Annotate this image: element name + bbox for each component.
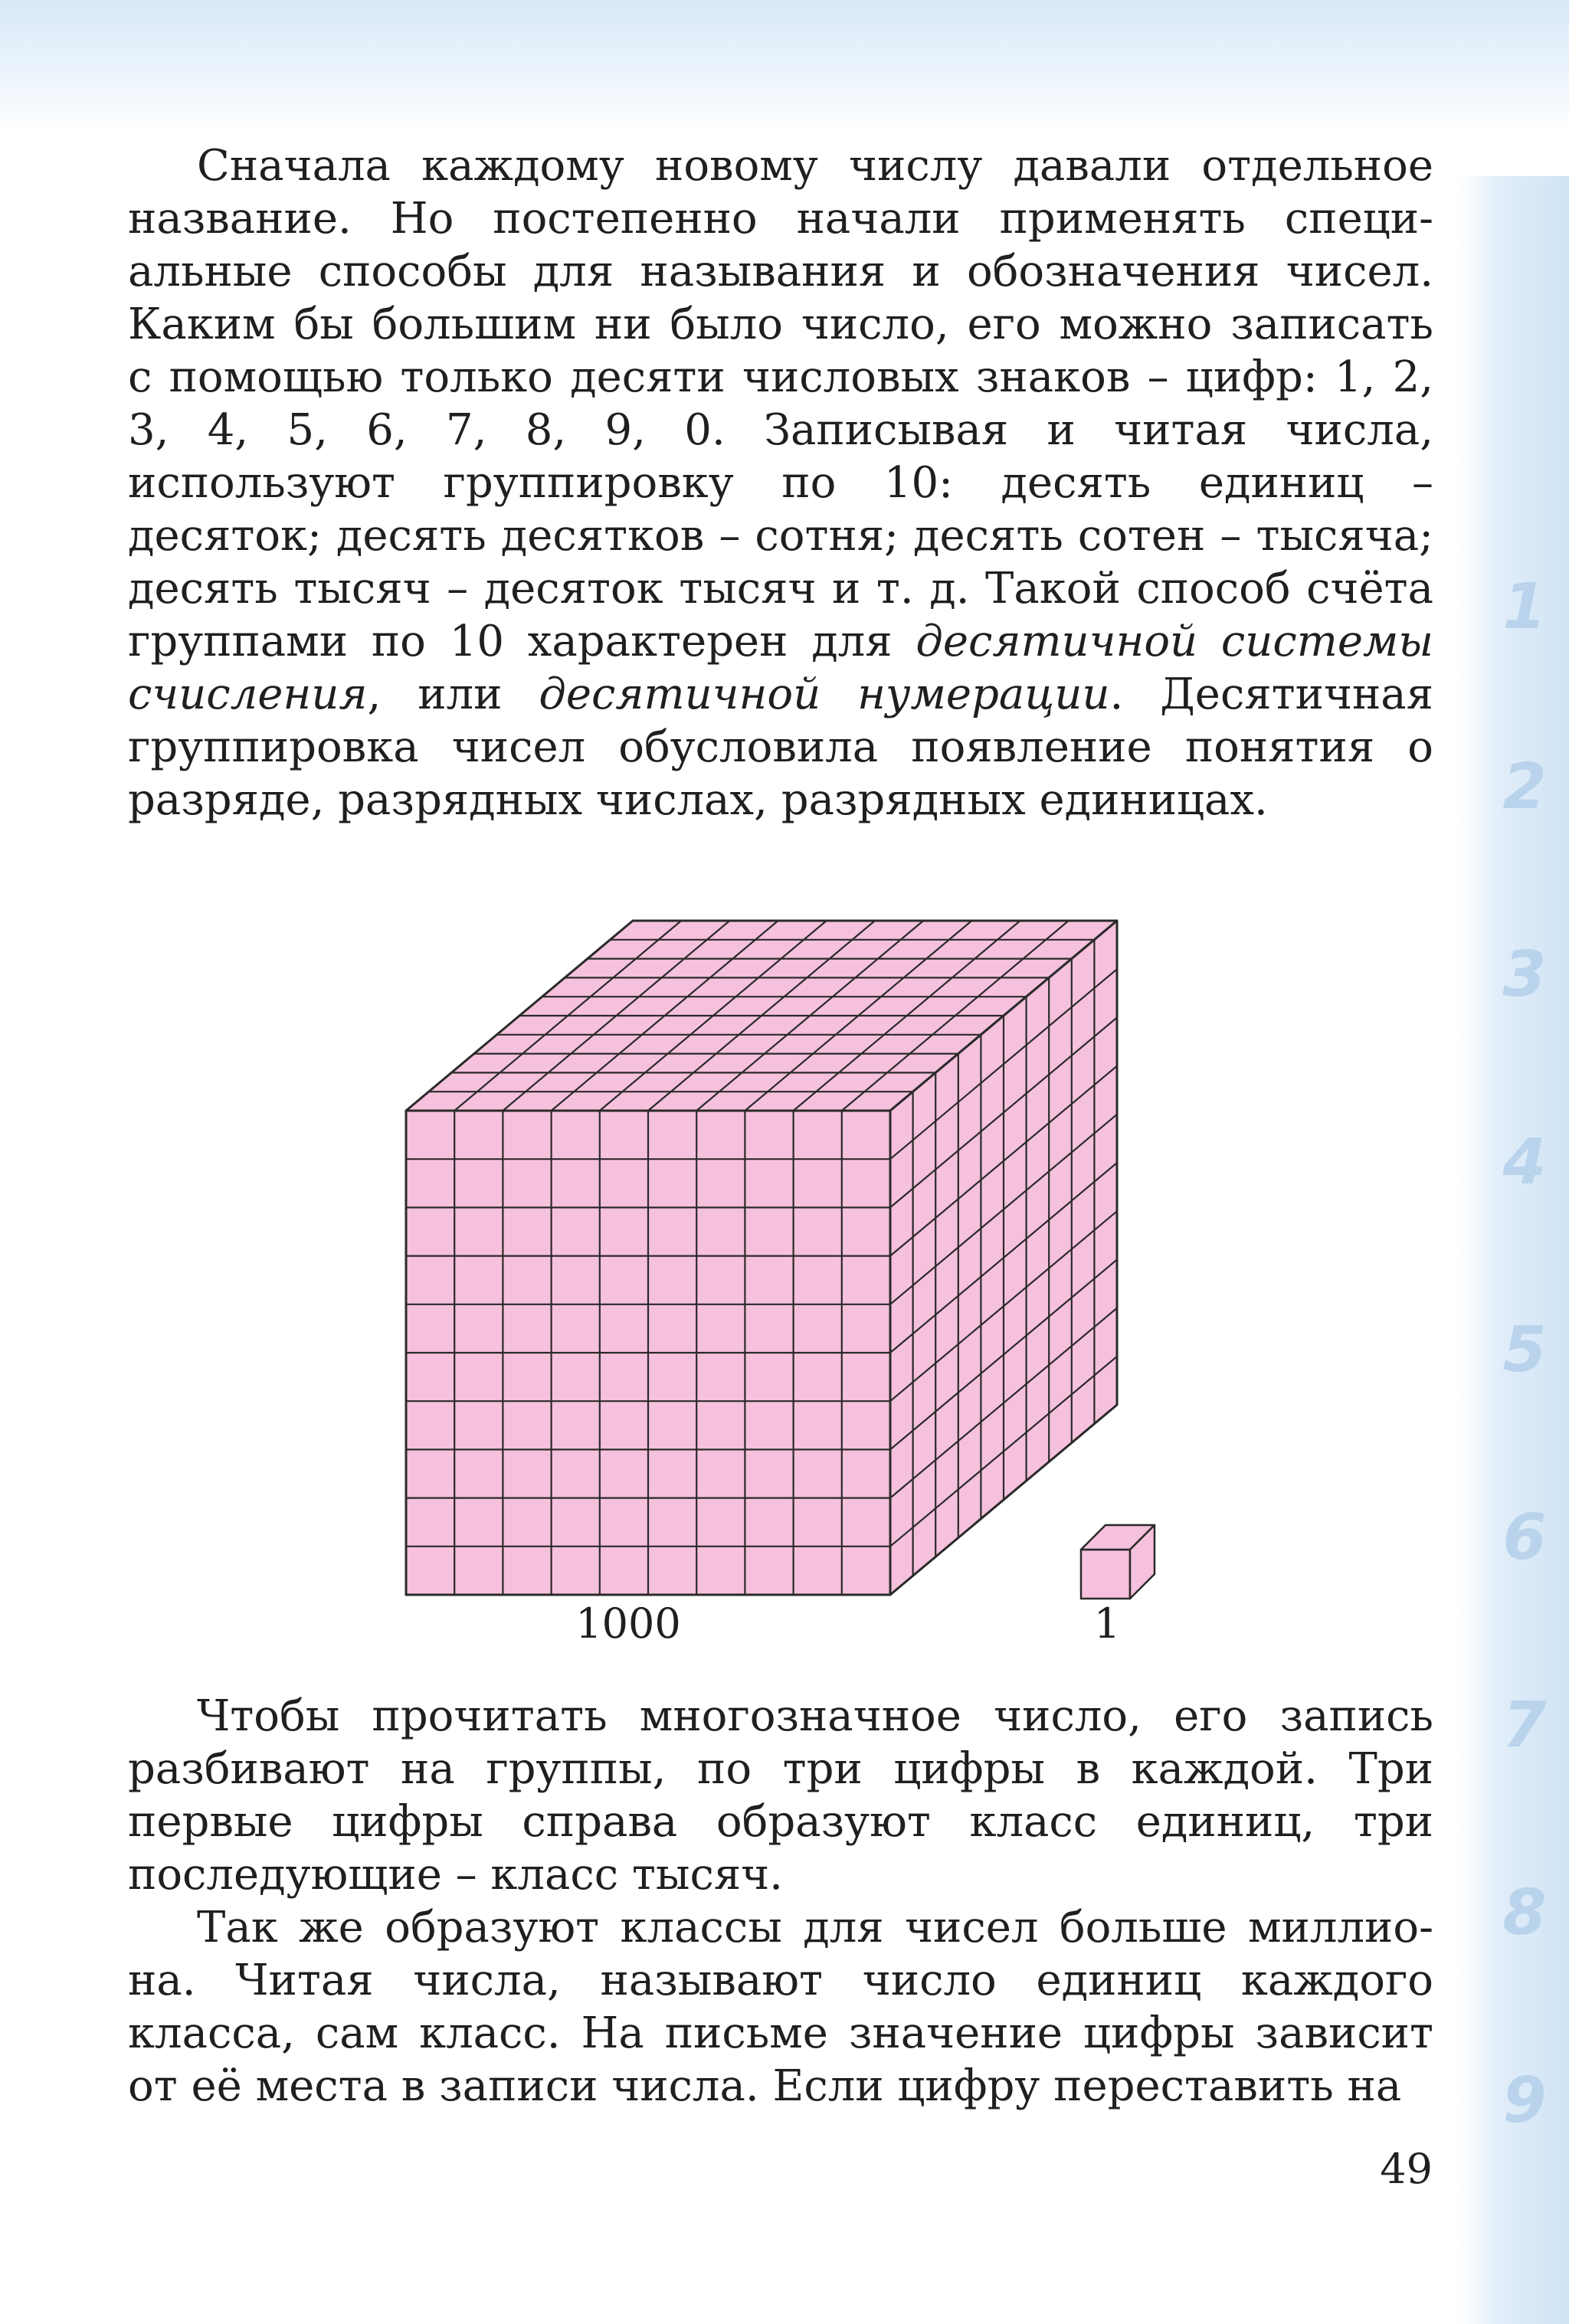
chapter-tab-9: 9 — [1502, 2064, 1547, 2137]
chapter-tab-5: 5 — [1502, 1314, 1547, 1386]
chapter-tab-4: 4 — [1502, 1126, 1547, 1199]
chapter-tab-2: 2 — [1502, 751, 1547, 823]
term-decimal-numeration: десятичной нумерации — [539, 669, 1110, 719]
unit-cube-front-face — [1081, 1550, 1130, 1599]
label-1: 1 — [1093, 1599, 1121, 1648]
text-segment: . Десятичная группировка чисел обусловила появление понятия о разряде, разрядных числах, разрядных единицах. — [128, 669, 1434, 825]
paragraph-reading-numbers: Чтобы прочитать многозначное число, его запись разбивают на группы, по три цифры в каждой. Три первые цифры справа образуют класс единиц, три последующие – класс тысяч. — [128, 1691, 1433, 1900]
paragraph-classes-million: Так же образуют классы для чисел больше миллиона. Читая числа, называют число единиц каждого класса, сам класс. На письме значение цифры зависит от её места в записи числа. Если цифру переставить на — [128, 1903, 1433, 2111]
thousand-cube — [406, 921, 1117, 1595]
unit-cube — [1081, 1525, 1155, 1599]
page-number: 49 — [1380, 2145, 1433, 2193]
chapter-tab-1: 1 — [1502, 571, 1547, 643]
paragraph-number-classes — [128, 1690, 1433, 2113]
text-segment: , или — [367, 669, 539, 719]
chapter-tab-7: 7 — [1502, 1689, 1547, 1762]
chapter-tab-3: 3 — [1502, 938, 1547, 1011]
term-decimal-system: десятичной системы счисления — [128, 617, 1433, 719]
chapter-tab-8: 8 — [1502, 1877, 1547, 1949]
text-segment: Сначала каждому новому числу давали отдельное название. Но постепенно начали применять специальные способы для называния и обозначения чисел. Каким бы большим ни было число, его можно записать с помощью только десяти числовых знаков – цифр: 1, 2, 3, 4, 5, 6, 7, 8, 9, 0. Записывая и читая числа, используют группировку по 10: десять единиц – десяток; десять десятков – сотня; десять сотен – тысяча; десять тысяч – десяток тысяч и т. д. Такой способ счёта группами по 10 характерен для — [128, 141, 1433, 666]
label-1000: 1000 — [575, 1599, 681, 1648]
chapter-tab-6: 6 — [1502, 1501, 1547, 1574]
